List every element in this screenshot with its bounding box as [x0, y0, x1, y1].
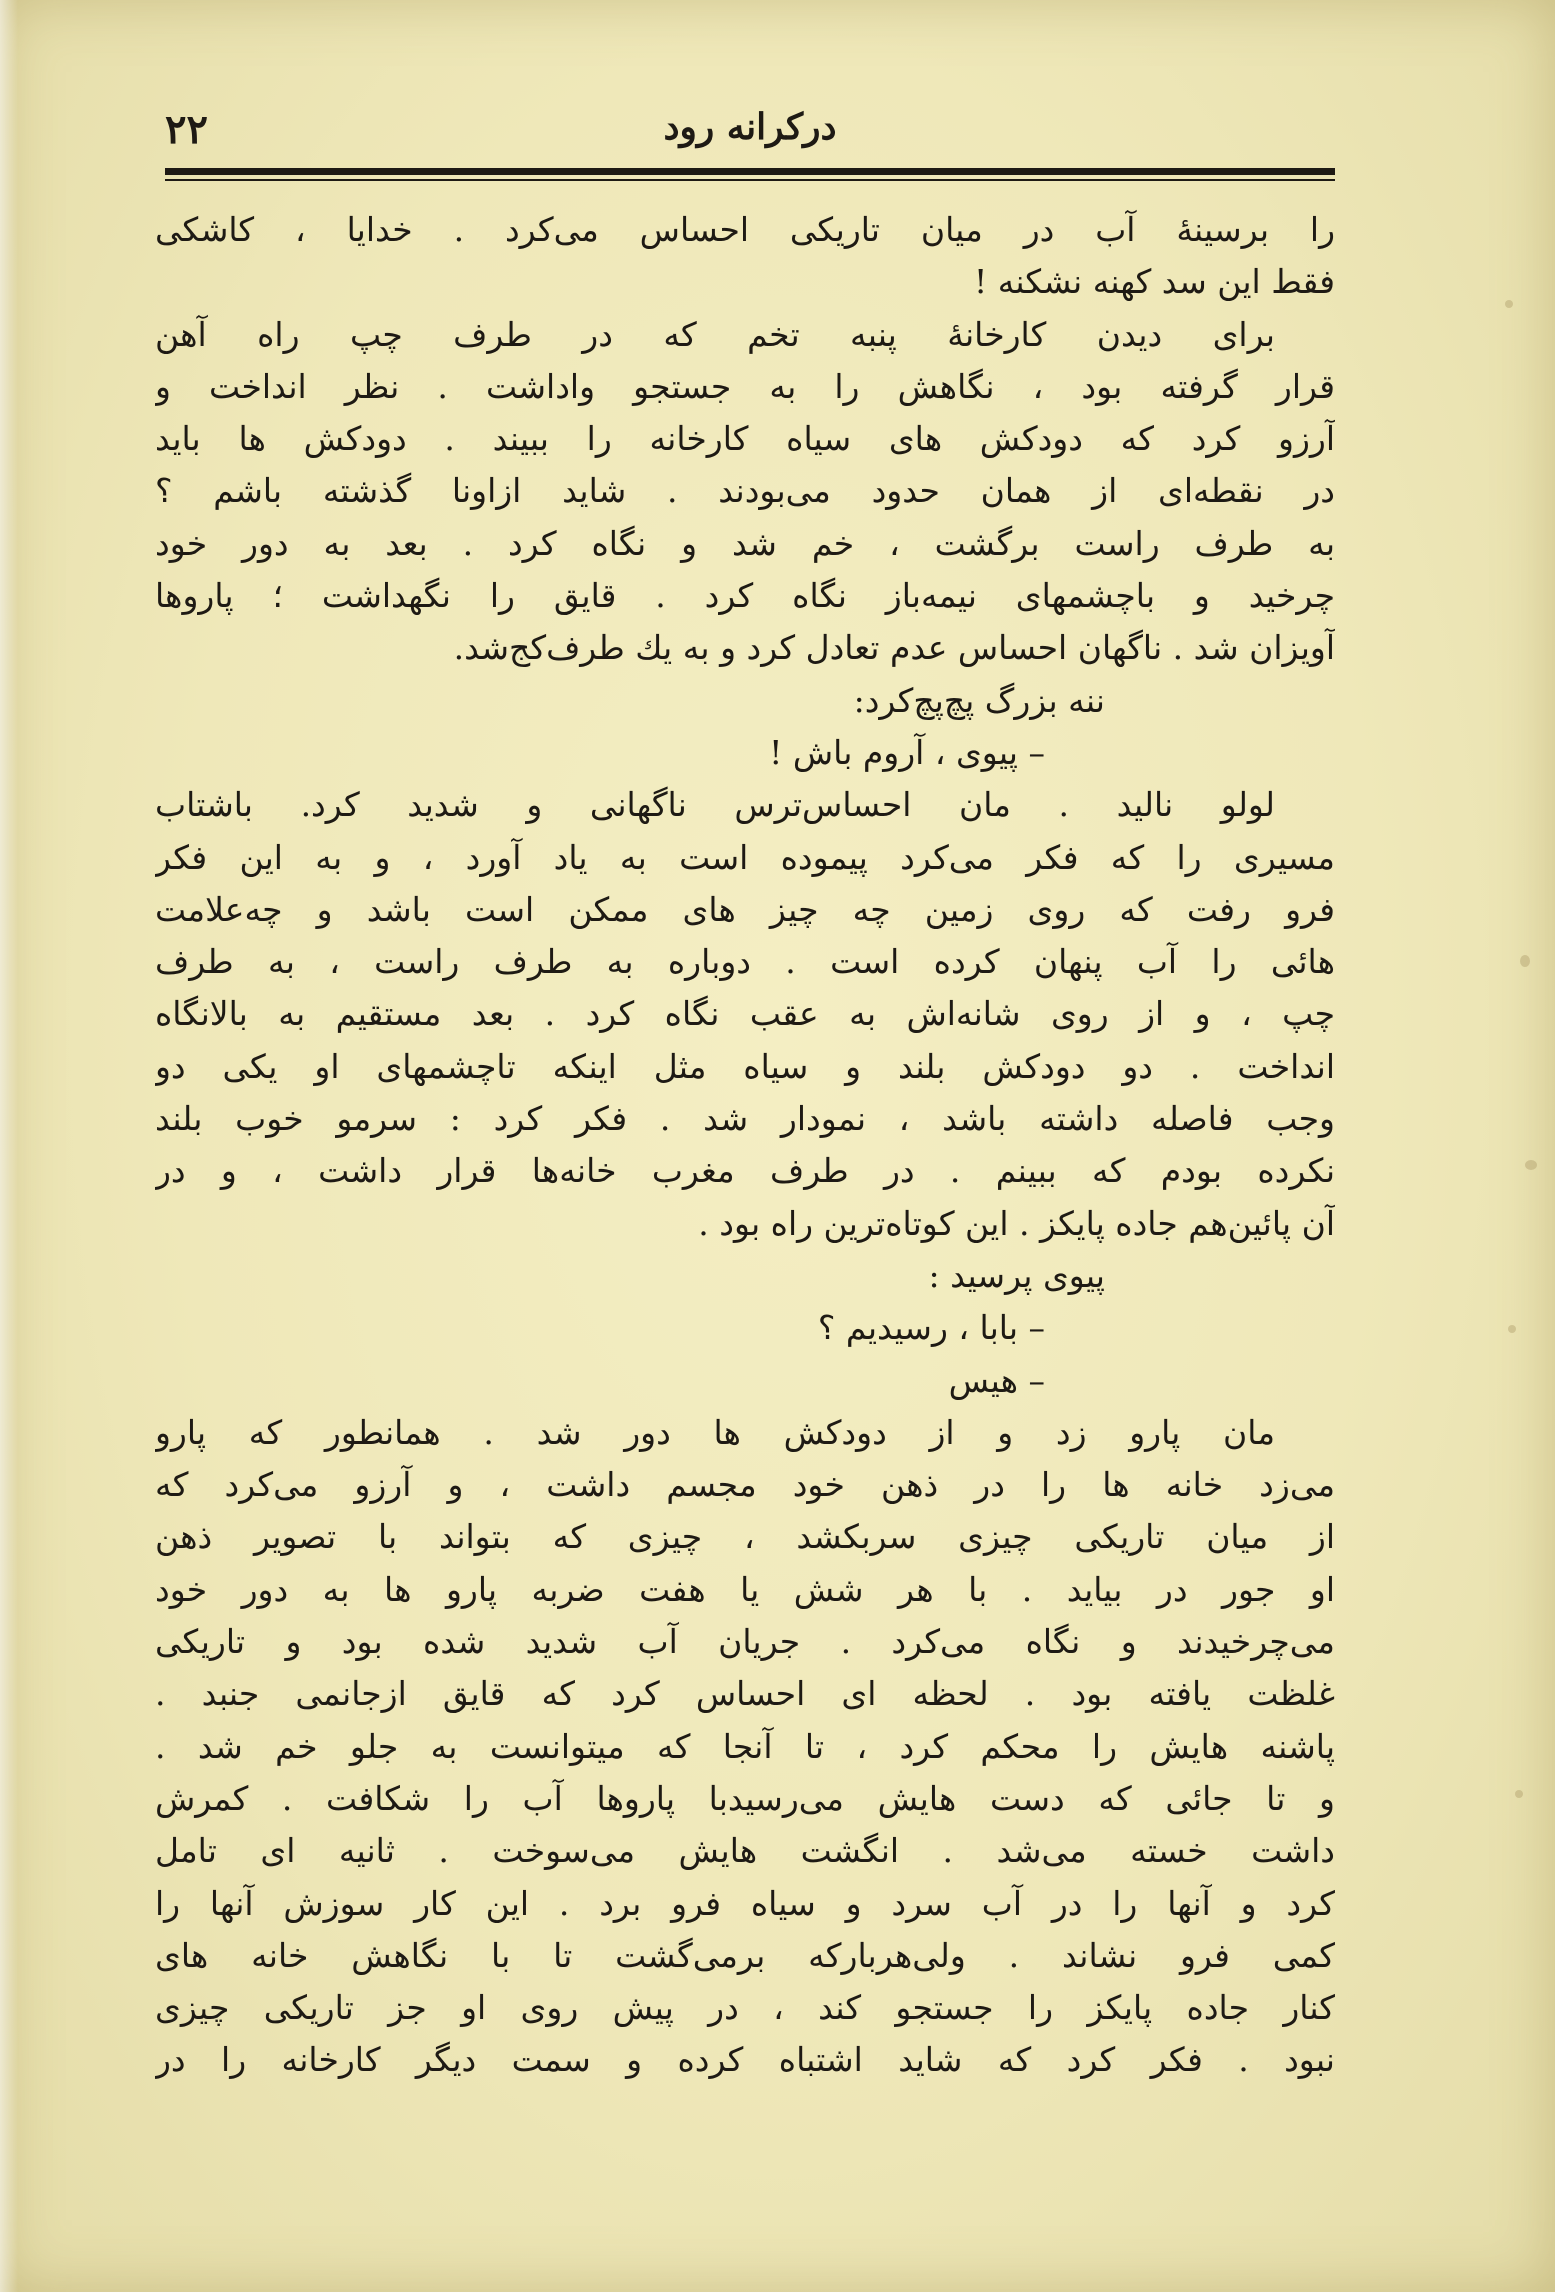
text-line: آرزو کرد که دودکش های سیاه کارخانه را ببیند . دودکش ها باید — [155, 419, 1335, 459]
paper-blemish — [1515, 1790, 1523, 1798]
paper-blemish — [1520, 955, 1530, 967]
running-title: درکرانه رود — [663, 106, 837, 148]
text-line: فقط این سد کهنه نشکنه ! — [973, 262, 1335, 302]
paper-blemish — [1525, 1160, 1537, 1170]
text-line: می‌زد خانه ها را در ذهن خود مجسم داشت ، و آرزو می‌کرد که — [155, 1465, 1335, 1505]
text-line: چرخید و باچشمهای نیمه‌باز نگاه کرد . قایق را نگهداشت ؛ پاروها — [155, 576, 1335, 616]
header-rule-thick — [165, 168, 1335, 175]
text-line: را برسینهٔ آب در میان تاریکی احساس می‌کرد . خدایا ، کاشکی — [155, 210, 1335, 249]
text-line: لولو نالید . مان احساس‌ترس ناگهانی و شدید کرد. باشتاب — [155, 785, 1275, 825]
text-line: به طرف راست برگشت ، خم شد و نگاه کرد . بعد به دور خود — [155, 523, 1335, 563]
text-line: پیوی پرسید : — [928, 1255, 1105, 1295]
text-line: در نقطه‌ای از همان حدود می‌بودند . شاید ازاونا گذشته باشم ؟ — [155, 471, 1335, 511]
text-line: هائی را آب پنهان کرده است . دوباره به طرف راست ، به طرف — [155, 942, 1335, 982]
text-line: چپ ، و از روی شانه‌اش به عقب نگاه کرد . بعد مستقیم به بالانگاه — [155, 994, 1335, 1034]
text-line: داشت خسته می‌شد . انگشت هایش می‌سوخت . ثانیه ای تامل — [155, 1831, 1335, 1871]
text-line: پاشنه هایش را محکم کرد ، تا آنجا که میتوانست به جلو خم شد . — [155, 1726, 1335, 1766]
text-line: مسیری را که فکر می‌کرد پیموده است به یاد آورد ، و به این فکر — [155, 837, 1335, 877]
text-line: انداخت . دو دودکش بلند و سیاه مثل اینکه تاچشمهای او یکی دو — [155, 1046, 1335, 1086]
page-number: ۲۲ — [165, 106, 208, 153]
text-line: نکرده بودم که ببینم . در طرف مغرب خانه‌ها قرار داشت ، و در — [155, 1151, 1335, 1191]
text-line: مان پارو زد و از دودکش ها دور شد . همانطور که پارو — [155, 1412, 1275, 1452]
header-rule-thin — [165, 179, 1335, 181]
text-line: – هیس — [948, 1360, 1045, 1400]
text-line: وجب فاصله داشته باشد ، نمودار شد . فکر کرد : سرمو خوب بلند — [155, 1099, 1335, 1139]
text-line: غلظت یافته بود . لحظه ای احساس کرد که قایق ازجانمی جنبد . — [155, 1674, 1335, 1714]
text-line: ننه بزرگ پچ‌پچ‌کرد: — [853, 680, 1105, 720]
body-text — [155, 204, 1335, 2087]
text-line: کمی فرو نشاند . ولی‌هربارکه برمی‌گشت تا با نگاهش خانه های — [155, 1935, 1335, 1975]
text-line: او جور در بیاید . با هر شش یا هفت ضربه پارو ها به دور خود — [155, 1569, 1335, 1609]
text-line: می‌چرخیدند و نگاه می‌کرد . جریان آب شدید شده بود و تاریکی — [155, 1622, 1335, 1662]
paper-blemish — [1505, 300, 1513, 308]
text-line: کرد و آنها را در آب سرد و سیاه فرو برد . این کار سوزش آنها را — [155, 1883, 1335, 1923]
page-fold-shadow — [0, 0, 18, 2292]
text-line: نبود . فکر کرد که شاید اشتباه کرده و سمت دیگر کارخانه را در — [155, 2040, 1335, 2080]
text-line: آویزان شد . ناگهان احساس عدم تعادل کرد و به یك طرف‌کج‌شد. — [453, 628, 1335, 668]
text-line: و تا جائی که دست هایش می‌رسیدبا پاروها آب را شکافت . کمرش — [155, 1778, 1335, 1818]
text-line: – بابا ، رسیدیم ؟ — [817, 1308, 1045, 1348]
text-line: آن پائین‌هم جاده پایکز . این کوتاه‌ترین راه بود . — [698, 1203, 1335, 1243]
paper-blemish — [1508, 1325, 1516, 1333]
text-line: فرو رفت که روی زمین چه چیز های ممکن است باشد و چه‌علامت — [155, 889, 1335, 929]
text-line: از میان تاریکی چیزی سربکشد ، چیزی که بتواند با تصویر ذهن — [155, 1517, 1335, 1557]
text-line: برای دیدن کارخانهٔ پنبه تخم که در طرف چپ راه آهن — [155, 314, 1275, 354]
page-header — [165, 102, 1335, 162]
text-line: قرار گرفته بود ، نگاهش را به جستجو واداشت . نظر انداخت و — [155, 366, 1335, 406]
text-line: کنار جاده پایکز را جستجو کند ، در پیش روی او جز تاریکی چیزی — [155, 1988, 1335, 2028]
text-line: – پیوی ، آروم باش ! — [769, 732, 1045, 772]
